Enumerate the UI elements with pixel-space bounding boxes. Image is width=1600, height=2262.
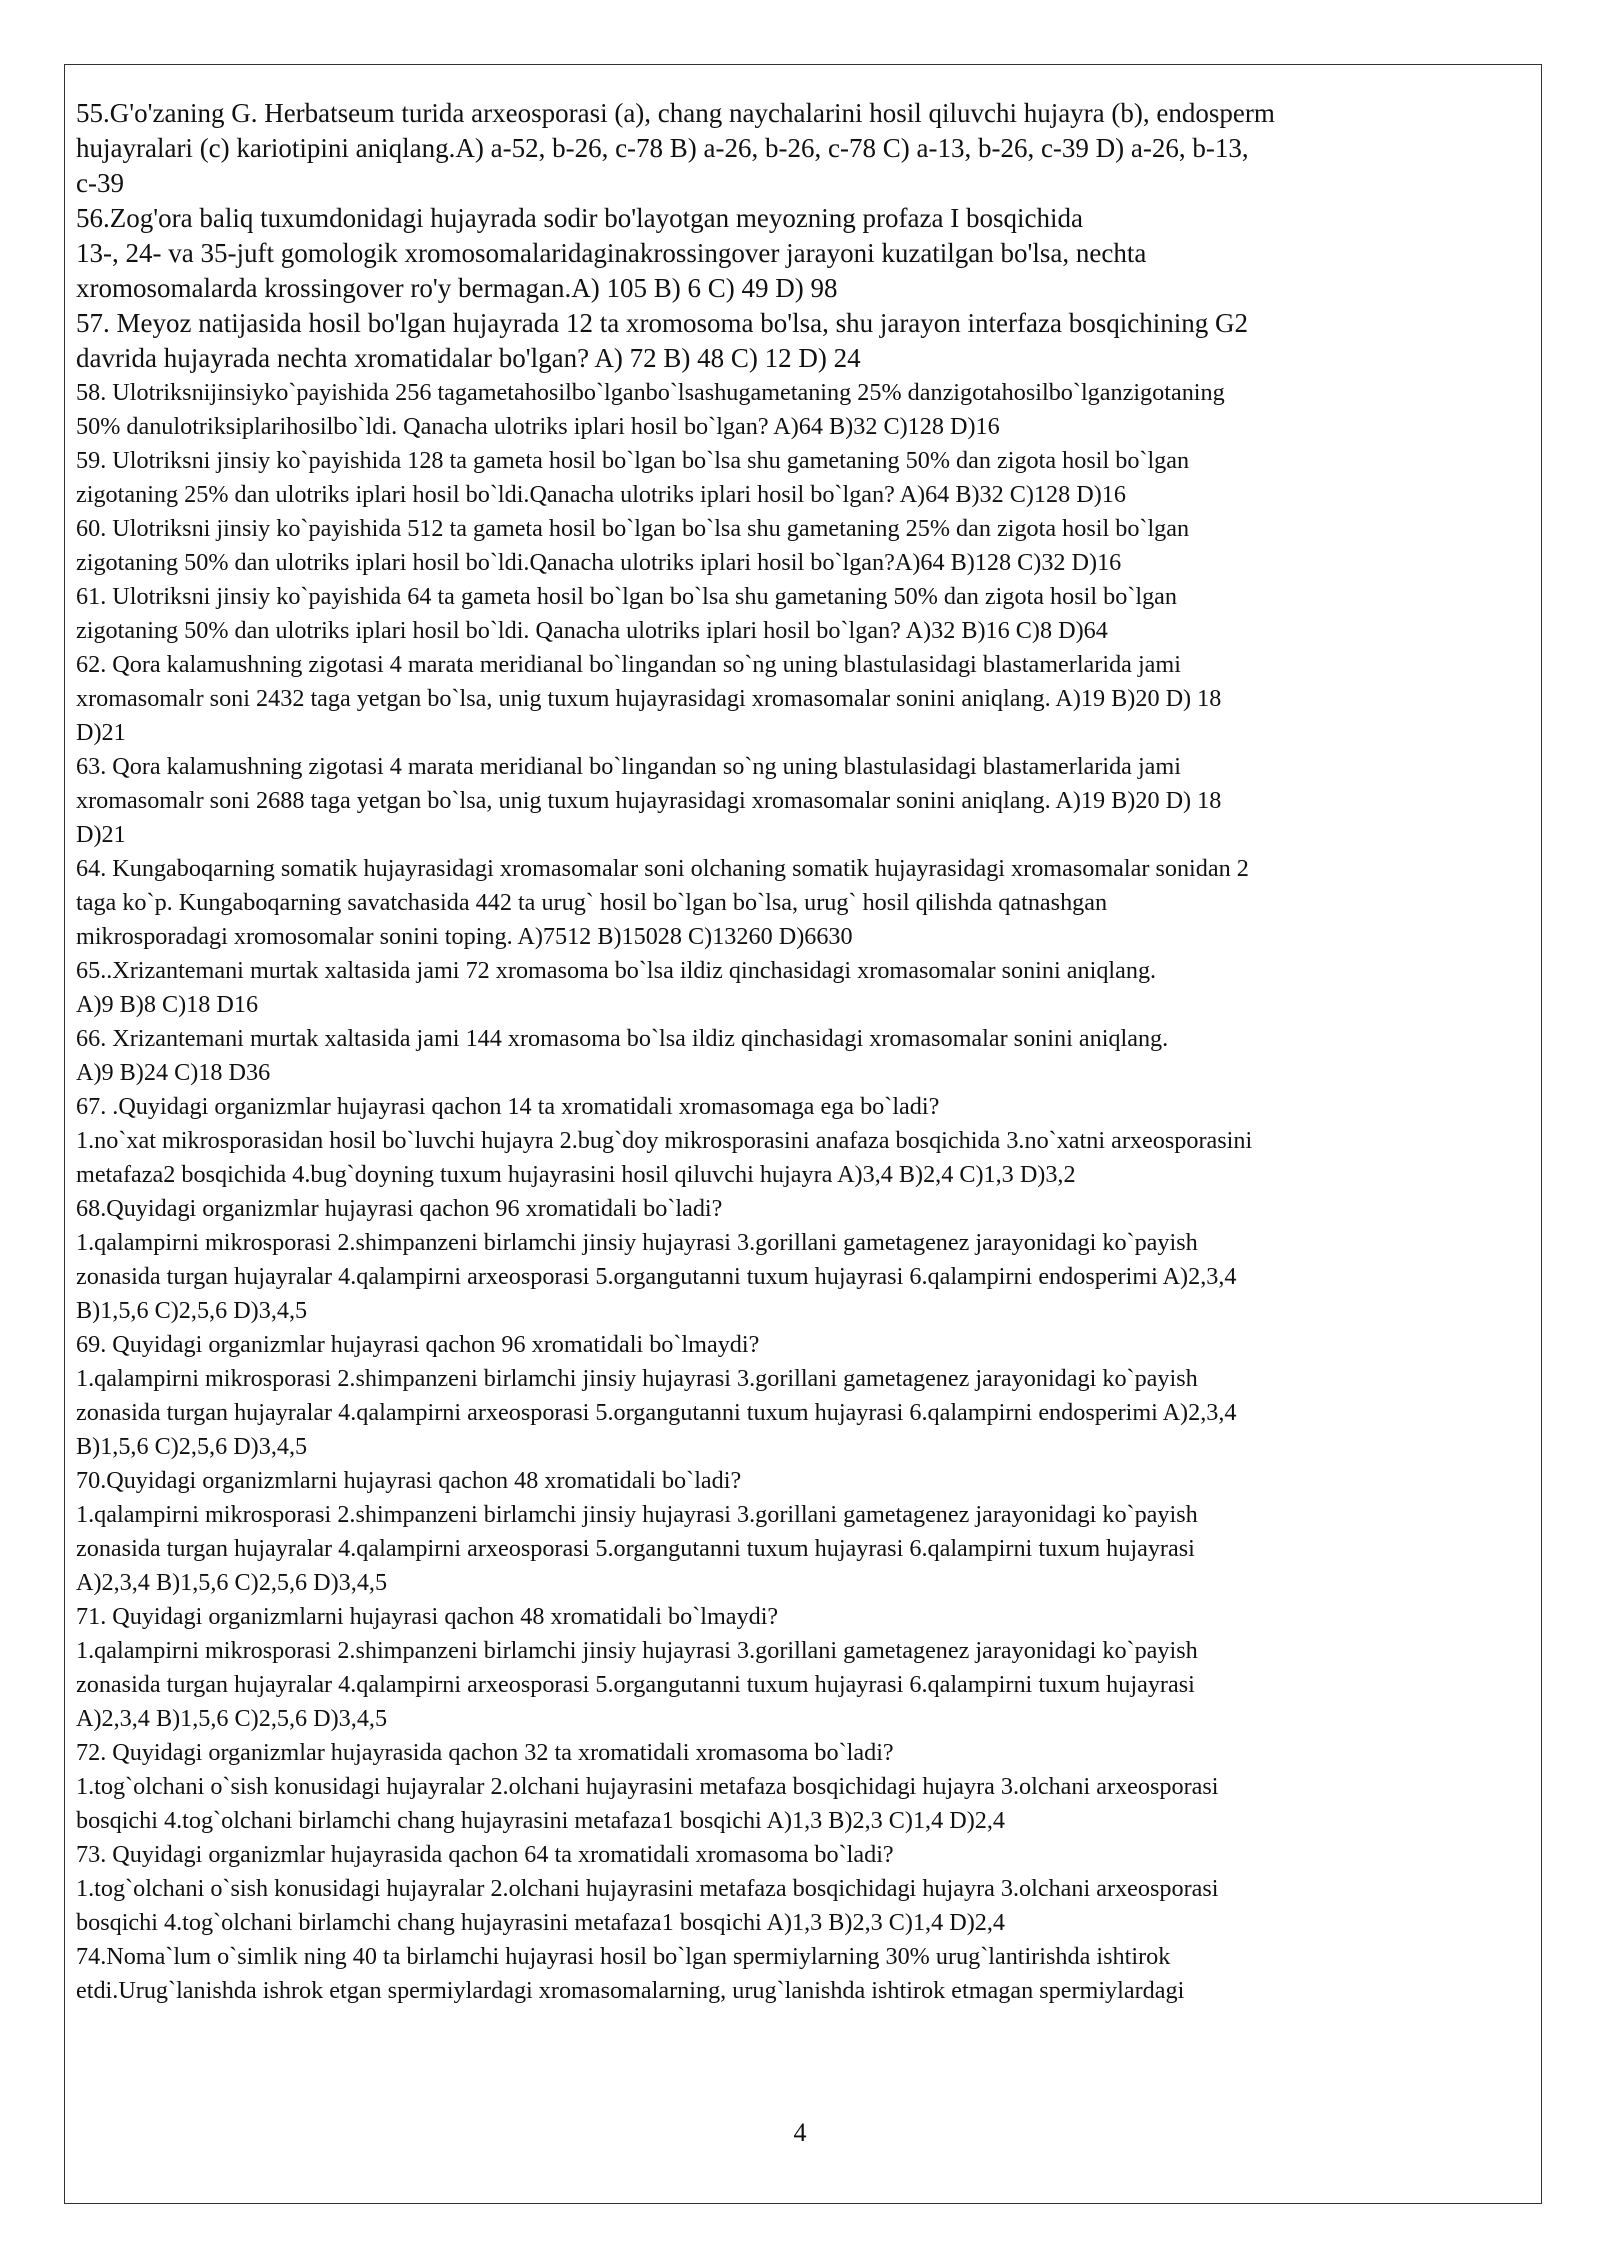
question-line: xromasomalr soni 2688 taga yetgan bo`lsa, unig tuxum hujayrasidagi xromasomalar sonini aniqlang. A)19 B)20 D) 18 xyxy=(76,787,1222,814)
question-line: taga ko`p. Kungaboqarning savatchasida 442 ta urug` hosil bo`lgan bo`lsa, urug` hosil qilishda qatnashgan xyxy=(76,889,1108,916)
question-q62 xyxy=(76,648,1528,750)
question-line: B)1,5,6 C)2,5,6 D)3,4,5 xyxy=(76,1297,308,1324)
question-line: 57. Meyoz natijasida hosil bo'lgan hujayrada 12 ta xromosoma bo'lsa, shu jarayon interfaza bosqichining G2 xyxy=(76,308,1248,338)
question-line: zonasida turgan hujayralar 4.qalampirni arxeosporasi 5.organgutanni tuxum hujayrasi 6.qalampirni tuxum hujayrasi xyxy=(76,1671,1195,1698)
question-line: c-39 xyxy=(76,168,124,198)
question-line: 1.qalampirni mikrosporasi 2.shimpanzeni birlamchi jinsiy hujayrasi 3.gorillani gametagenez jarayonidagi ko`payish xyxy=(76,1229,1198,1256)
question-q61 xyxy=(76,580,1528,648)
question-line: 63. Qora kalamushning zigotasi 4 marata meridianal bo`lingandan so`ng uning blastulasidagi blastamerlarida jami xyxy=(76,753,1181,780)
question-line: 1.qalampirni mikrosporasi 2.shimpanzeni birlamchi jinsiy hujayrasi 3.gorillani gametagenez jarayonidagi ko`payish xyxy=(76,1501,1198,1528)
question-line: etdi.Urug`lanishda ishrok etgan spermiylardagi xromasomalarning, urug`lanishda ishtirok etmagan spermiylardagi xyxy=(76,1977,1185,2004)
question-line: 67. .Quyidagi organizmlar hujayrasi qachon 14 ta xromatidali xromasomaga ega bo`ladi? xyxy=(76,1093,940,1120)
question-q66 xyxy=(76,1022,1528,1090)
question-line: bosqichi 4.tog`olchani birlamchi chang hujayrasini metafaza1 bosqichi A)1,3 B)2,3 C)1,4 D)2,4 xyxy=(76,1807,1005,1834)
document-body xyxy=(76,96,1528,2008)
question-line: 59. Ulotriksni jinsiy ko`payishida 128 ta gameta hosil bo`lgan bo`lsa shu gametaning 50% dan zigota hosil bo`lgan xyxy=(76,447,1190,474)
question-line: 66. Xrizantemani murtak xaltasida jami 144 xromasoma bo`lsa ildiz qinchasidagi xromasomalar sonini aniqlang. xyxy=(76,1025,1169,1052)
question-line: 62. Qora kalamushning zigotasi 4 marata meridianal bo`lingandan so`ng uning blastulasidagi blastamerlarida jami xyxy=(76,651,1181,678)
question-line: 13-, 24- va 35-juft gomologik xromosomalaridaginakrossingover jarayoni kuzatilgan bo'lsa, nechta xyxy=(76,238,1147,268)
question-line: davrida hujayrada nechta xromatidalar bo'lgan? A) 72 B) 48 C) 12 D) 24 xyxy=(76,343,861,373)
question-line: 70.Quyidagi organizmlarni hujayrasi qachon 48 xromatidali bo`ladi? xyxy=(76,1467,742,1494)
question-line: B)1,5,6 C)2,5,6 D)3,4,5 xyxy=(76,1433,308,1460)
question-q67 xyxy=(76,1090,1528,1192)
question-line: 72. Quyidagi organizmlar hujayrasida qachon 32 ta xromatidali xromasoma bo`ladi? xyxy=(76,1739,894,1766)
question-q69 xyxy=(76,1328,1528,1464)
question-q63 xyxy=(76,750,1528,852)
question-line: xromasomalr soni 2432 taga yetgan bo`lsa, unig tuxum hujayrasidagi xromasomalar sonini aniqlang. A)19 B)20 D) 18 xyxy=(76,685,1222,712)
question-line: 1.qalampirni mikrosporasi 2.shimpanzeni birlamchi jinsiy hujayrasi 3.gorillani gametagenez jarayonidagi ko`payish xyxy=(76,1637,1198,1664)
question-line: zigotaning 50% dan ulotriks iplari hosil bo`ldi.Qanacha ulotriks iplari hosil bo`lgan?A)64 B)128 C)32 D)16 xyxy=(76,549,1122,576)
question-line: 1.tog`olchani o`sish konusidagi hujayralar 2.olchani hujayrasini metafaza bosqichidagi hujayra 3.olchani arxeosporasi xyxy=(76,1875,1219,1902)
question-q70 xyxy=(76,1464,1528,1600)
question-line: zonasida turgan hujayralar 4.qalampirni arxeosporasi 5.organgutanni tuxum hujayrasi 6.qalampirni tuxum hujayrasi xyxy=(76,1535,1195,1562)
question-line: 1.qalampirni mikrosporasi 2.shimpanzeni birlamchi jinsiy hujayrasi 3.gorillani gametagenez jarayonidagi ko`payish xyxy=(76,1365,1198,1392)
question-q55 xyxy=(76,96,1528,201)
question-line: xromosomalarda krossingover ro'y bermagan.A) 105 B) 6 C) 49 D) 98 xyxy=(76,273,838,303)
question-q59 xyxy=(76,444,1528,512)
question-line: zigotaning 50% dan ulotriks iplari hosil bo`ldi. Qanacha ulotriks iplari hosil bo`lgan? A)32 B)16 C)8 D)64 xyxy=(76,617,1108,644)
question-line: bosqichi 4.tog`olchani birlamchi chang hujayrasini metafaza1 bosqichi A)1,3 B)2,3 C)1,4 D)2,4 xyxy=(76,1909,1005,1936)
question-q60 xyxy=(76,512,1528,580)
question-q74 xyxy=(76,1940,1528,2008)
question-line: 64. Kungaboqarning somatik hujayrasidagi xromasomalar soni olchaning somatik hujayrasidagi xromasomalar sonidan 2 xyxy=(76,855,1249,882)
question-q65 xyxy=(76,954,1528,1022)
question-q58 xyxy=(76,376,1528,444)
question-line: 74.Noma`lum o`simlik ning 40 ta birlamchi hujayrasi hosil bo`lgan spermiylarning 30% urug`lantirishda ishtirok xyxy=(76,1943,1171,1970)
question-line: 1.no`xat mikrosporasidan hosil bo`luvchi hujayra 2.bug`doy mikrosporasini anafaza bosqichida 3.no`xatni arxeosporasini xyxy=(76,1127,1253,1154)
question-line: 68.Quyidagi organizmlar hujayrasi qachon 96 xromatidali bo`ladi? xyxy=(76,1195,723,1222)
question-line: 71. Quyidagi organizmlarni hujayrasi qachon 48 xromatidali bo`lmaydi? xyxy=(76,1603,779,1630)
question-line: A)2,3,4 B)1,5,6 C)2,5,6 D)3,4,5 xyxy=(76,1705,388,1732)
question-q57 xyxy=(76,306,1528,376)
question-line: 73. Quyidagi organizmlar hujayrasida qachon 64 ta xromatidali xromasoma bo`ladi? xyxy=(76,1841,894,1868)
question-line: 61. Ulotriksni jinsiy ko`payishida 64 ta gameta hosil bo`lgan bo`lsa shu gametaning 50% dan zigota hosil bo`lgan xyxy=(76,583,1178,610)
question-q64 xyxy=(76,852,1528,954)
question-line: mikrosporadagi xromosomalar sonini toping. A)7512 B)15028 C)13260 D)6630 xyxy=(76,923,853,950)
question-line: 65..Xrizantemani murtak xaltasida jami 72 xromasoma bo`lsa ildiz qinchasidagi xromasomalar sonini aniqlang. xyxy=(76,957,1157,984)
question-line: D)21 xyxy=(76,719,126,746)
question-line: 50% danulotriksiplarihosilbo`ldi. Qanacha ulotriks iplari hosil bo`lgan? A)64 B)32 C)128 D)16 xyxy=(76,413,1000,440)
question-q68 xyxy=(76,1192,1528,1328)
question-line: A)9 B)24 C)18 D36 xyxy=(76,1059,271,1086)
question-q71 xyxy=(76,1600,1528,1736)
question-line: 55.G'o'zaning G. Herbatseum turida arxeosporasi (a), chang naychalarini hosil qiluvchi hujayra (b), endosperm xyxy=(76,98,1275,128)
question-line: 1.tog`olchani o`sish konusidagi hujayralar 2.olchani hujayrasini metafaza bosqichidagi hujayra 3.olchani arxeosporasi xyxy=(76,1773,1219,1800)
question-line: 60. Ulotriksni jinsiy ko`payishida 512 ta gameta hosil bo`lgan bo`lsa shu gametaning 25% dan zigota hosil bo`lgan xyxy=(76,515,1190,542)
question-line: zigotaning 25% dan ulotriks iplari hosil bo`ldi.Qanacha ulotriks iplari hosil bo`lgan? A)64 B)32 C)128 D)16 xyxy=(76,481,1126,508)
question-q56 xyxy=(76,201,1528,306)
question-line: metafaza2 bosqichida 4.bug`doyning tuxum hujayrasini hosil qiluvchi hujayra A)3,4 B)2,4 C)1,3 D)3,2 xyxy=(76,1161,1076,1188)
question-line: 58. Ulotriksnijinsiyko`payishida 256 tagametahosilbo`lganbo`lsashugametaning 25% danzigotahosilbo`lganzigotaning xyxy=(76,379,1225,406)
question-line: A)2,3,4 B)1,5,6 C)2,5,6 D)3,4,5 xyxy=(76,1569,388,1596)
question-line: hujayralari (c) kariotipini aniqlang.A) a-52, b-26, c-78 B) a-26, b-26, c-78 C) a-13, b-26, c-39 D) a-26, b-13, xyxy=(76,133,1249,163)
question-line: 69. Quyidagi organizmlar hujayrasi qachon 96 xromatidali bo`lmaydi? xyxy=(76,1331,760,1358)
question-q73 xyxy=(76,1838,1528,1940)
question-line: zonasida turgan hujayralar 4.qalampirni arxeosporasi 5.organgutanni tuxum hujayrasi 6.qalampirni endosperimi A)2,3,4 xyxy=(76,1399,1237,1426)
question-line: A)9 B)8 C)18 D16 xyxy=(76,991,259,1018)
page-number: 4 xyxy=(793,2118,807,2147)
question-q72 xyxy=(76,1736,1528,1838)
question-line: zonasida turgan hujayralar 4.qalampirni arxeosporasi 5.organgutanni tuxum hujayrasi 6.qalampirni endosperimi A)2,3,4 xyxy=(76,1263,1237,1290)
question-line: 56.Zog'ora baliq tuxumdonidagi hujayrada sodir bo'layotgan meyozning profaza I bosqichida xyxy=(76,203,1083,233)
question-line: D)21 xyxy=(76,821,126,848)
